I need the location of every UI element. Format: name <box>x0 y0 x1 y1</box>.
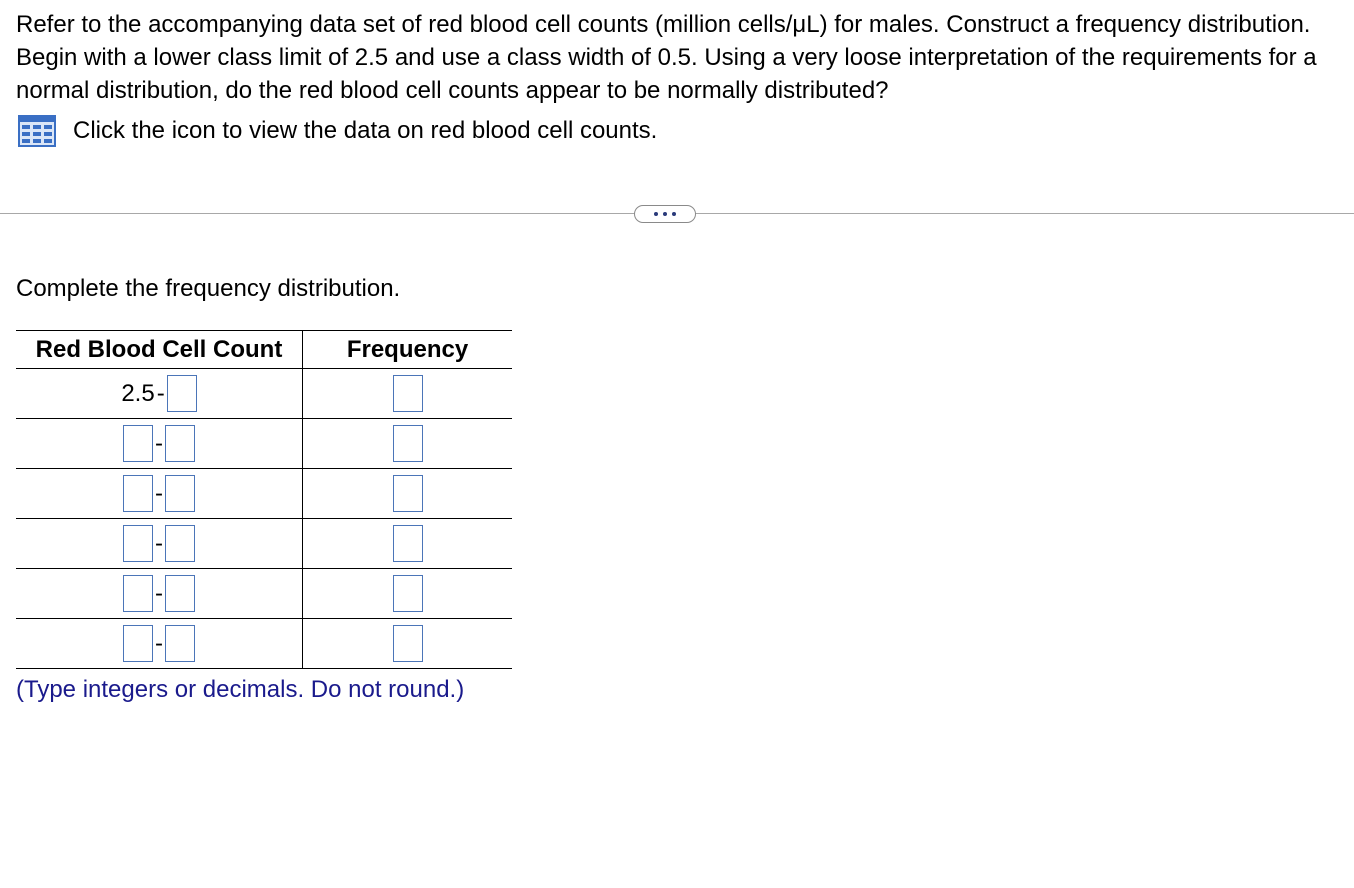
table-row <box>16 569 512 619</box>
frequency-input[interactable] <box>393 525 423 562</box>
frequency-input[interactable] <box>393 425 423 462</box>
range-dash: - <box>155 579 163 607</box>
frequency-input[interactable] <box>393 575 423 612</box>
table-row <box>16 419 512 469</box>
range-dash: - <box>155 429 163 457</box>
upper-limit-input[interactable] <box>165 525 195 562</box>
table-row <box>16 369 512 419</box>
header-frequency: Frequency <box>303 331 513 369</box>
table-row <box>16 469 512 519</box>
upper-limit-input[interactable] <box>167 375 197 412</box>
range-dash: - <box>156 379 165 407</box>
upper-limit-input[interactable] <box>165 575 195 612</box>
ellipsis-icon <box>672 212 676 216</box>
table-row <box>16 619 512 669</box>
range-dash: - <box>155 629 163 657</box>
ellipsis-icon <box>654 212 658 216</box>
upper-limit-input[interactable] <box>165 625 195 662</box>
lower-limit-input[interactable] <box>123 475 153 512</box>
ellipsis-icon <box>663 212 667 216</box>
table-header-row <box>16 331 512 369</box>
lower-limit-input[interactable] <box>123 625 153 662</box>
frequency-input[interactable] <box>393 625 423 662</box>
lower-limit-input[interactable] <box>123 525 153 562</box>
instruction-text: Complete the frequency distribution. <box>16 275 401 302</box>
header-rbc-count: Red Blood Cell Count <box>16 331 303 369</box>
lower-limit-input[interactable] <box>123 575 153 612</box>
upper-limit-input[interactable] <box>165 475 195 512</box>
view-data-label[interactable]: Click the icon to view the data on red blood cell counts. <box>73 117 658 144</box>
table-icon[interactable] <box>18 115 56 147</box>
view-data-link[interactable] <box>18 114 657 147</box>
expand-more-button[interactable] <box>634 205 696 223</box>
range-dash: - <box>155 529 163 557</box>
range-dash: - <box>155 479 163 507</box>
table-row <box>16 519 512 569</box>
frequency-table <box>16 330 512 669</box>
frequency-input[interactable] <box>393 375 423 412</box>
first-lower-limit: 2.5 <box>121 379 155 407</box>
lower-limit-input[interactable] <box>123 425 153 462</box>
upper-limit-input[interactable] <box>165 425 195 462</box>
input-hint: (Type integers or decimals. Do not round.) <box>16 676 465 703</box>
frequency-input[interactable] <box>393 475 423 512</box>
question-text: Refer to the accompanying data set of red blood cell counts (million cells/μL) for males. Construct a frequency distribution. Begin with a lower class limit of 2.5 and use a class width of 0.5. Using a very loose interpretation of the requirements for a normal distribution, do the red blood cell counts appear to be normally distributed? <box>16 11 1317 104</box>
